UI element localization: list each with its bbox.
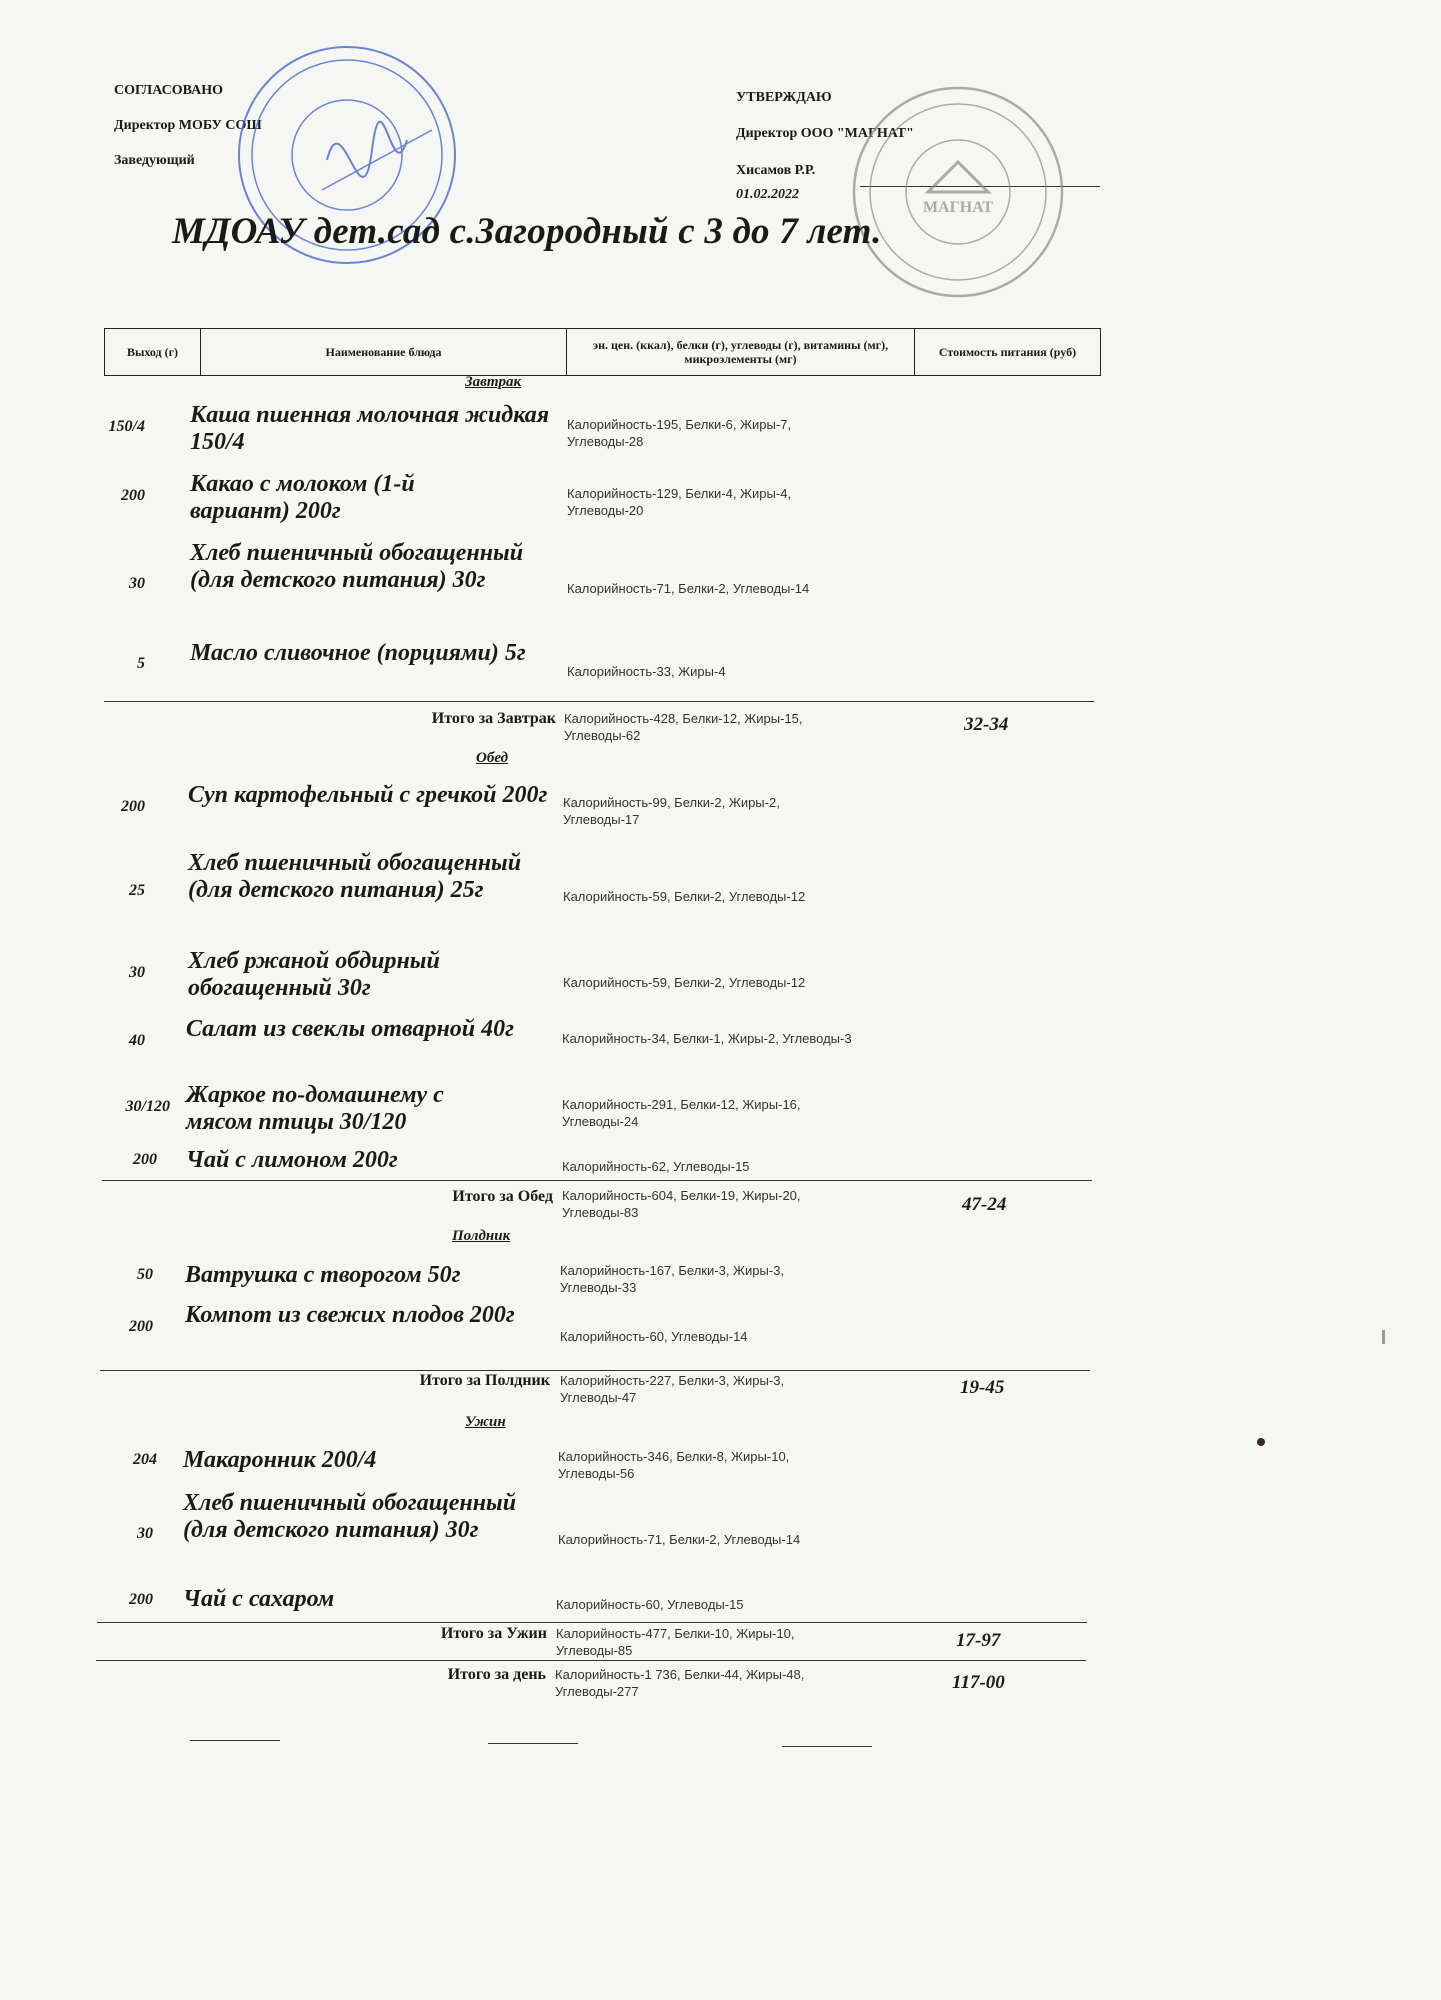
item-nutrition: Калорийность-59, Белки-2, Углеводы-12: [563, 975, 806, 990]
total-nutrition: Калорийность-477, Белки-10, Жиры-10, Углеводы-85: [556, 1626, 795, 1658]
section-title: Обед: [476, 750, 509, 766]
item-nutrition: Калорийность-60, Углеводы-14: [560, 1329, 748, 1344]
col-dish: Наименование блюда: [201, 329, 567, 375]
header-director-company: Директор ООО "МАГНАТ": [736, 126, 914, 141]
item-nutrition: Калорийность-346, Белки-8, Жиры-10, Углеводы-56: [558, 1449, 790, 1481]
page-title: МДОАУ дет.сад с.Загородный с 3 до 7 лет.: [172, 211, 882, 252]
item-nutrition: Калорийность-71, Белки-2, Углеводы-14: [567, 581, 810, 596]
table-header: [104, 328, 1101, 376]
total-label: Итого за Завтрак: [431, 710, 556, 727]
item-nutrition: Калорийность-62, Углеводы-15: [562, 1159, 750, 1174]
item-dish: Хлеб пшеничный обогащенный (для детского питания) 25г: [188, 850, 522, 903]
total-nutrition: Калорийность-227, Белки-3, Жиры-3, Углеводы-47: [560, 1373, 785, 1405]
item-nutrition: Калорийность-167, Белки-3, Жиры-3, Углеводы-33: [560, 1263, 785, 1295]
total-label: Итого за Полдник: [419, 1372, 550, 1389]
signature-blank: [488, 1743, 578, 1744]
total-label: Итого за Ужин: [440, 1625, 547, 1642]
item-output: 200: [129, 1318, 153, 1335]
item-output: 150/4: [108, 418, 145, 435]
total-cost: 32-34: [964, 714, 1009, 735]
item-output: 200: [121, 487, 145, 504]
item-nutrition: Калорийность-99, Белки-2, Жиры-2, Углеводы-17: [563, 795, 780, 827]
day-total-cost: 117-00: [952, 1672, 1005, 1693]
total-nutrition: Калорийность-428, Белки-12, Жиры-15, Углеводы-62: [564, 711, 803, 743]
day-total-divider: [96, 1660, 1086, 1661]
item-dish: Хлеб пшеничный обогащенный (для детского питания) 30г: [183, 1490, 517, 1543]
item-dish: Компот из свежих плодов 200г: [185, 1302, 515, 1328]
item-dish: Чай с лимоном 200г: [186, 1147, 398, 1173]
item-nutrition: Калорийность-129, Белки-4, Жиры-4, Углеводы-20: [567, 486, 792, 518]
section-divider: [97, 1622, 1087, 1623]
item-output: 30: [129, 964, 145, 981]
item-dish: Салат из свеклы отварной 40г: [186, 1016, 514, 1042]
item-output: 5: [137, 655, 145, 672]
item-output: 40: [129, 1032, 145, 1049]
col-nutrition: эн. цен. (ккал), белки (г), углеводы (г), витамины (мг), микроэлементы (мг): [567, 329, 915, 375]
item-dish: Хлеб пшеничный обогащенный (для детского питания) 30г: [190, 540, 524, 593]
section-title: Ужин: [465, 1414, 506, 1430]
item-output: 204: [133, 1451, 157, 1468]
item-output: 50: [137, 1266, 153, 1283]
total-nutrition: Калорийность-604, Белки-19, Жиры-20, Углеводы-83: [562, 1188, 801, 1220]
item-dish: Масло сливочное (порциями) 5г: [190, 640, 526, 666]
day-total-label: Итого за день: [447, 1666, 546, 1683]
item-output: 200: [129, 1591, 153, 1608]
scan-speck: [1257, 1438, 1265, 1446]
section-title: Завтрак: [465, 374, 522, 390]
item-dish: Хлеб ржаной обдирный обогащенный 30г: [188, 948, 440, 1001]
stamp-brand-text: МАГНАТ: [922, 199, 994, 216]
day-total-nutrition: Калорийность-1 736, Белки-44, Жиры-48, Углеводы-277: [555, 1667, 805, 1699]
header-date: 01.02.2022: [736, 187, 799, 202]
item-nutrition: Калорийность-59, Белки-2, Углеводы-12: [563, 889, 806, 904]
item-nutrition: Калорийность-34, Белки-1, Жиры-2, Углеводы-3: [562, 1031, 852, 1046]
signature-blank: [782, 1746, 872, 1747]
item-nutrition: Калорийность-60, Углеводы-15: [556, 1597, 744, 1612]
item-nutrition: Калорийность-291, Белки-12, Жиры-16, Углеводы-24: [562, 1097, 801, 1129]
seal-stamp-right: [848, 82, 1068, 302]
total-cost: 17-97: [956, 1630, 1001, 1651]
item-output: 30: [129, 575, 145, 592]
section-divider: [102, 1180, 1092, 1181]
item-nutrition: Калорийность-71, Белки-2, Углеводы-14: [558, 1532, 801, 1547]
item-output: 30: [137, 1525, 153, 1542]
total-cost: 19-45: [960, 1377, 1005, 1398]
col-cost: Стоимость питания (руб): [938, 345, 1077, 359]
header-head: Заведующий: [114, 153, 195, 168]
item-dish: Чай с сахаром: [183, 1586, 335, 1612]
item-output: 30/120: [125, 1098, 170, 1115]
section-divider: [100, 1370, 1090, 1371]
item-nutrition: Калорийность-33, Жиры-4: [567, 664, 726, 679]
item-dish: Суп картофельный с гречкой 200г: [188, 782, 548, 808]
section-divider: [104, 701, 1094, 702]
item-dish: Жаркое по-домашнему с мясом птицы 30/120: [186, 1082, 444, 1135]
item-dish: Ватрушка с творогом 50г: [185, 1262, 461, 1288]
col-output: Выход (г): [105, 329, 201, 375]
header-director-school: Директор МОБУ СОШ: [114, 118, 262, 133]
scan-speck: [1382, 1330, 1385, 1344]
signature-blank: [190, 1740, 280, 1741]
header-agreed: СОГЛАСОВАНО: [114, 83, 223, 98]
item-output: 200: [121, 798, 145, 815]
item-output: 200: [133, 1151, 157, 1168]
header-signatory: Хисамов Р.Р.: [736, 163, 816, 178]
total-cost: 47-24: [962, 1194, 1007, 1215]
total-label: Итого за Обед: [452, 1188, 553, 1205]
item-dish: Макаронник 200/4: [183, 1447, 377, 1473]
header-approve: УТВЕРЖДАЮ: [736, 90, 832, 105]
item-dish: Какао с молоком (1-й вариант) 200г: [190, 471, 415, 524]
item-dish: Каша пшенная молочная жидкая 150/4: [190, 402, 550, 455]
item-output: 25: [129, 882, 145, 899]
section-title: Полдник: [452, 1228, 511, 1244]
item-nutrition: Калорийность-195, Белки-6, Жиры-7, Углеводы-28: [567, 417, 792, 449]
